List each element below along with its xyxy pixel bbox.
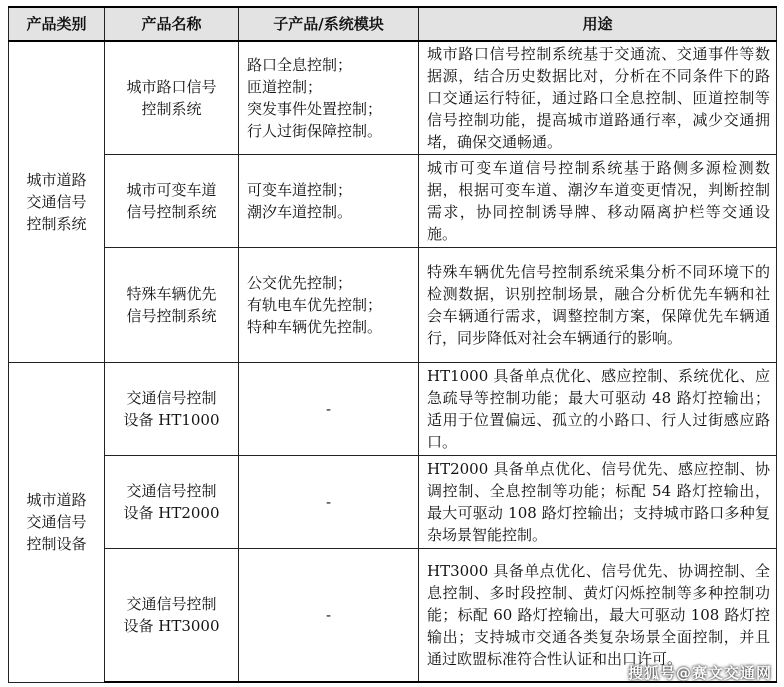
usage-cell: HT3000 具备单点优化、信号优先、协调控制、全息控制、多时段控制、黄灯闪烁控制等多种控制功能；标配 60 路灯控输出，最大可驱动 108 路灯控输出；支持城市交通各类复杂场景全面控制，并且通过欧盟标准符合性认证和出口许可。	[419, 548, 777, 682]
usage-cell: 城市可变车道信号控制系统基于路侧多源检测数据，根据可变车道、潮汐车道变更情况，判断控制需求，协同控制诱导牌、移动隔离护栏等交通设施。	[419, 154, 777, 247]
product-name-cell: 交通信号控制 设备 HT3000	[105, 548, 239, 682]
category-cell: 城市道路 交通信号 控制设备	[9, 362, 105, 682]
table-row	[9, 41, 777, 154]
product-name-cell: 城市路口信号 控制系统	[105, 41, 239, 154]
category-cell: 城市道路 交通信号 控制系统	[9, 41, 105, 362]
header-category: 产品类别	[9, 7, 105, 41]
sub-module-cell: 路口全息控制； 匝道控制； 突发事件处置控制； 行人过街保障控制。	[239, 41, 419, 154]
sub-module-cell: 可变车道控制； 潮汐车道控制。	[239, 154, 419, 247]
usage-cell: HT1000 具备单点优化、感应控制、系统优化、应急疏导等控制功能；最大可驱动 48 路灯控输出；适用于位置偏远、孤立的小路口、行人过街感应路口。	[419, 362, 777, 455]
table-row	[9, 455, 777, 548]
watermark: 搜狐号@赛文交通网	[627, 664, 772, 682]
sub-module-cell: -	[239, 362, 419, 455]
sub-module-cell: -	[239, 548, 419, 682]
product-table	[8, 6, 777, 683]
usage-cell: 特殊车辆优先信号控制系统采集分析不同环境下的检测数据，识别控制场景，融合分析优先车辆和社会车辆通行需求，调整控制方案，保障优先车辆通行，同步降低对社会车辆通行的影响。	[419, 247, 777, 362]
sub-module-cell: -	[239, 455, 419, 548]
sub-module-cell: 公交优先控制； 有轨电车优先控制； 特种车辆优先控制。	[239, 247, 419, 362]
product-name-cell: 城市可变车道 信号控制系统	[105, 154, 239, 247]
header-usage: 用途	[419, 7, 777, 41]
usage-cell: HT2000 具备单点优化、信号优先、感应控制、协调控制、全息控制等功能；标配 54 路灯控输出，最大可驱动 108 路灯控输出；支持城市路口多种复杂场景智能控制。	[419, 455, 777, 548]
table-row	[9, 154, 777, 247]
table-header-row	[9, 7, 777, 41]
product-name-cell: 特殊车辆优先 信号控制系统	[105, 247, 239, 362]
header-sub: 子产品/系统模块	[239, 7, 419, 41]
table-row	[9, 247, 777, 362]
table-row	[9, 362, 777, 455]
product-name-cell: 交通信号控制 设备 HT1000	[105, 362, 239, 455]
usage-cell: 城市路口信号控制系统基于交通流、交通事件等数据源，结合历史数据比对，分析在不同条件下的路口交通运行特征，通过路口全息控制、匝道控制等信号控制功能，提高城市道路通行率，减少交通拥堵，确保交通畅通。	[419, 41, 777, 154]
header-name: 产品名称	[105, 7, 239, 41]
product-name-cell: 交通信号控制 设备 HT2000	[105, 455, 239, 548]
